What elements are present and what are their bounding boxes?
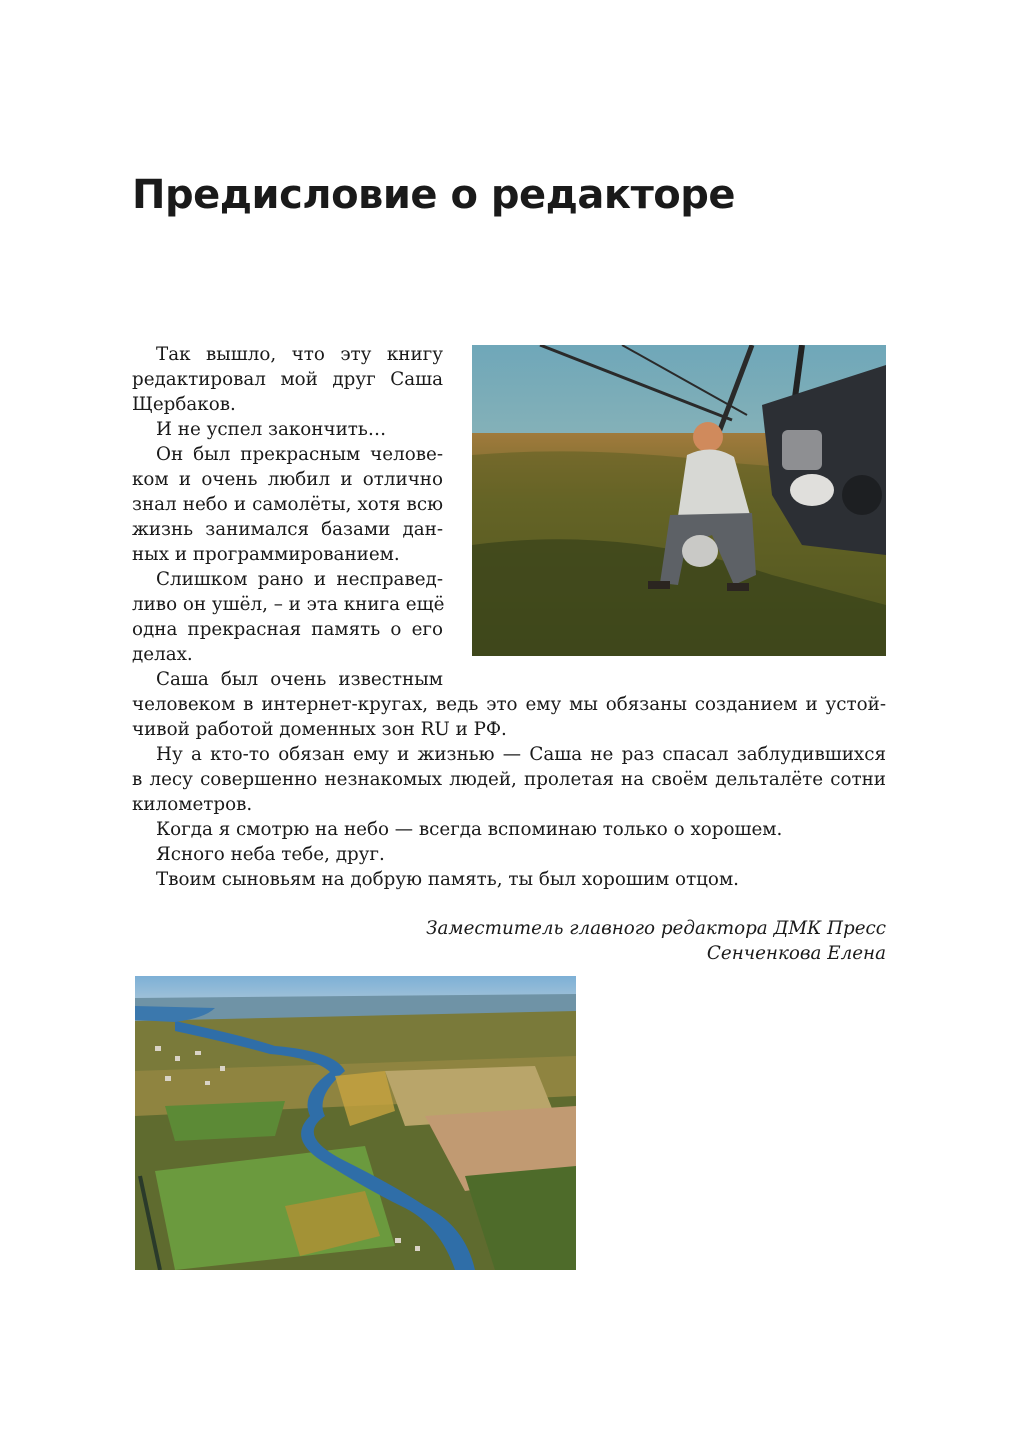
text-line: одна прекрасная память о его — [132, 619, 443, 640]
text-line: жизнь занимался базами дан- — [132, 519, 443, 540]
photo-aerial-river-icon — [135, 976, 576, 1270]
text-line: Твоим сыновьям на добрую память, ты был хорошим отцом. — [156, 869, 739, 890]
text-line: ком и очень любил и отлично — [132, 469, 443, 490]
text-line: чивой работой доменных зон RU и РФ. — [132, 719, 507, 740]
text-line: километров. — [132, 794, 253, 815]
text-line: Так вышло, что эту книгу — [156, 344, 443, 365]
signature-role: Заместитель главного редактора ДМК Пресс — [426, 918, 886, 939]
text-line: в лесу совершенно незнакомых людей, пролетая на своём дельталёте сотни — [132, 769, 886, 790]
text-line: ных и программированием. — [132, 544, 400, 565]
signature-name: Сенченкова Елена — [706, 943, 886, 964]
page-title: Предисловие о редакторе — [132, 172, 735, 218]
text-line: Он был прекрасным челове- — [156, 444, 443, 465]
text-line: ливо он ушёл, – и эта книга ещё — [132, 594, 445, 615]
text-line: Ясного неба тебе, друг. — [156, 844, 385, 865]
text-line: Слишком рано и несправед- — [156, 569, 443, 590]
text-line: знал небо и самолёты, хотя всю — [132, 494, 443, 515]
text-line: Щербаков. — [132, 394, 236, 415]
photo-man-by-trike-icon — [472, 345, 886, 656]
text-line: человеком в интернет-кругах, ведь это ему мы обязаны созданием и устой- — [132, 694, 886, 715]
text-line: И не успел закончить… — [156, 419, 387, 440]
text-line: делах. — [132, 644, 193, 665]
text-line: Ну а кто-то обязан ему и жизнью — Саша не раз спасал заблудившихся — [156, 744, 886, 765]
text-line: Когда я смотрю на небо — всегда вспоминаю только о хорошем. — [156, 819, 783, 840]
text-line: редактировал мой друг Саша — [132, 369, 443, 390]
text-line: Саша был очень известным — [156, 669, 443, 690]
